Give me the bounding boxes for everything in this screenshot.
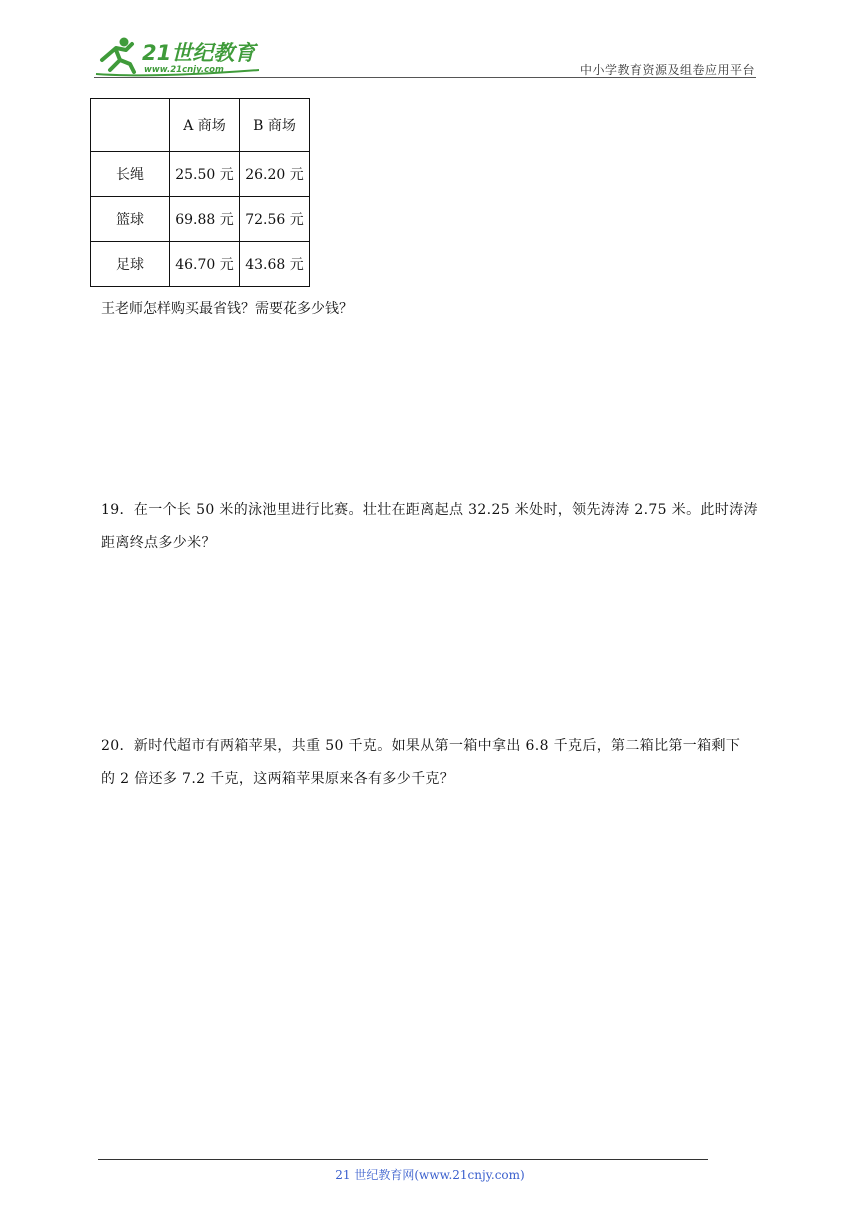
footer-divider [98, 1159, 708, 1160]
header-divider [94, 77, 756, 78]
table-cell-item: 足球 [91, 242, 170, 287]
table-cell-item: 篮球 [91, 197, 170, 242]
table-header-row [91, 99, 310, 152]
question-19-line-2: 距离终点多少米？ [101, 535, 216, 551]
runner-logo-icon [94, 34, 264, 78]
question-18-prompt: 王老师怎样购买最省钱？需要花多少钱？ [101, 301, 353, 317]
question-20-line-1: 20．新时代超市有两箱苹果，共重 50 千克。如果从第一箱中拿出 6.8 千克后，第二箱比第一箱剩下 [101, 738, 741, 754]
question-20 [101, 730, 761, 796]
price-comparison-table [90, 98, 310, 287]
table-cell-price-a: 69.88 元 [170, 197, 240, 242]
question-20-line-2: 的 2 倍还多 7.2 千克，这两箱苹果原来各有多少千克？ [101, 771, 455, 787]
table-cell-price-b: 26.20 元 [240, 152, 310, 197]
table-cell-item: 长绳 [91, 152, 170, 197]
table-cell-price-b: 43.68 元 [240, 242, 310, 287]
table-header-cell: B 商场 [240, 99, 310, 152]
table-row [91, 197, 310, 242]
table-header-cell: A 商场 [170, 99, 240, 152]
table-cell-price-a: 25.50 元 [170, 152, 240, 197]
table-row [91, 242, 310, 287]
question-19 [101, 494, 761, 560]
question-19-line-1: 19．在一个长 50 米的泳池里进行比赛。壮壮在距离起点 32.25 米处时，领先涛涛 2.75 米。此时涛涛 [101, 502, 758, 518]
logo-url-text: www.21cnjy.com [144, 65, 224, 75]
logo-text: 21世纪教育 [142, 41, 256, 65]
footer-link[interactable]: 21 世纪教育网(www.21cnjy.com) [335, 1168, 525, 1182]
platform-name: 中小学教育资源及组卷应用平台 [579, 63, 755, 77]
table-header-cell [91, 99, 170, 152]
table-cell-price-a: 46.70 元 [170, 242, 240, 287]
table-cell-price-b: 72.56 元 [240, 197, 310, 242]
table-row [91, 152, 310, 197]
site-logo [94, 34, 264, 78]
